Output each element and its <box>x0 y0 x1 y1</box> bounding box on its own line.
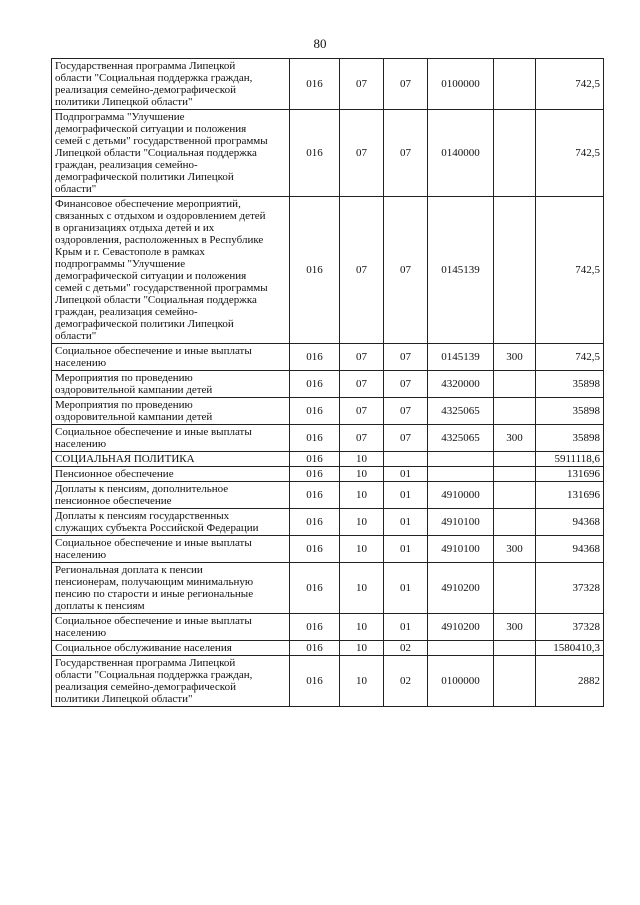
amount-cell: 742,5 <box>536 59 604 110</box>
expense-type-cell: 300 <box>494 536 536 563</box>
section-code-cell: 10 <box>340 452 384 467</box>
table-row <box>52 425 604 452</box>
table-row <box>52 656 604 707</box>
item-name-cell: Доплаты к пенсиям, дополнительное пенсионное обеспечение <box>52 482 290 509</box>
ministry-code-cell: 016 <box>290 563 340 614</box>
subsection-code-cell: 01 <box>384 563 428 614</box>
expense-type-cell <box>494 452 536 467</box>
subsection-code-cell: 07 <box>384 398 428 425</box>
section-code-cell: 07 <box>340 59 384 110</box>
expense-type-cell: 300 <box>494 344 536 371</box>
target-article-cell <box>428 467 494 482</box>
ministry-code-cell: 016 <box>290 641 340 656</box>
target-article-cell <box>428 641 494 656</box>
subsection-code-cell: 02 <box>384 641 428 656</box>
ministry-code-cell: 016 <box>290 614 340 641</box>
item-name-cell: Социальное обслуживание населения <box>52 641 290 656</box>
expense-type-cell <box>494 467 536 482</box>
table-row <box>52 197 604 344</box>
section-code-cell: 10 <box>340 641 384 656</box>
subsection-code-cell: 07 <box>384 371 428 398</box>
target-article-cell: 4320000 <box>428 371 494 398</box>
item-name-cell: Социальное обеспечение и иные выплаты населению <box>52 344 290 371</box>
ministry-code-cell: 016 <box>290 425 340 452</box>
item-name-cell: Социальное обеспечение и иные выплаты населению <box>52 536 290 563</box>
subsection-code-cell: 07 <box>384 110 428 197</box>
item-name-cell: Подпрограмма "Улучшение демографической ситуации и положения семей с детьми" государственной программы Липецкой области "Социальная поддержка граждан, реализация семейно- демографической политики Липецкой области" <box>52 110 290 197</box>
item-name-cell: Доплаты к пенсиям государственных служащих субъекта Российской Федерации <box>52 509 290 536</box>
amount-cell: 37328 <box>536 563 604 614</box>
expense-type-cell <box>494 641 536 656</box>
target-article-cell: 4910100 <box>428 536 494 563</box>
section-code-cell: 07 <box>340 110 384 197</box>
expense-type-cell <box>494 110 536 197</box>
ministry-code-cell: 016 <box>290 452 340 467</box>
subsection-code-cell: 01 <box>384 536 428 563</box>
subsection-code-cell: 07 <box>384 344 428 371</box>
item-name-cell: Пенсионное обеспечение <box>52 467 290 482</box>
table-row <box>52 509 604 536</box>
target-article-cell: 4910200 <box>428 563 494 614</box>
amount-cell: 2882 <box>536 656 604 707</box>
item-name-cell: Мероприятия по проведению оздоровительной кампании детей <box>52 371 290 398</box>
item-name-cell: Социальное обеспечение и иные выплаты населению <box>52 614 290 641</box>
table-row <box>52 536 604 563</box>
table-row <box>52 452 604 467</box>
table-row <box>52 344 604 371</box>
section-code-cell: 07 <box>340 398 384 425</box>
target-article-cell: 0140000 <box>428 110 494 197</box>
target-article-cell: 4910000 <box>428 482 494 509</box>
expense-type-cell <box>494 197 536 344</box>
expense-type-cell: 300 <box>494 614 536 641</box>
amount-cell: 35898 <box>536 371 604 398</box>
ministry-code-cell: 016 <box>290 371 340 398</box>
page-number: 80 <box>313 36 327 51</box>
target-article-cell <box>428 452 494 467</box>
expense-type-cell <box>494 398 536 425</box>
ministry-code-cell: 016 <box>290 656 340 707</box>
section-code-cell: 10 <box>340 563 384 614</box>
item-name-cell: Мероприятия по проведению оздоровительной кампании детей <box>52 398 290 425</box>
amount-cell: 94368 <box>536 536 604 563</box>
section-code-cell: 10 <box>340 614 384 641</box>
table-row <box>52 398 604 425</box>
ministry-code-cell: 016 <box>290 536 340 563</box>
amount-cell: 94368 <box>536 509 604 536</box>
section-code-cell: 07 <box>340 371 384 398</box>
amount-cell: 35898 <box>536 398 604 425</box>
table-row <box>52 614 604 641</box>
ministry-code-cell: 016 <box>290 509 340 536</box>
target-article-cell: 0145139 <box>428 344 494 371</box>
item-name-cell: Региональная доплата к пенсии пенсионерам, получающим минимальную пенсию по старости и иные региональные доплаты к пенсиям <box>52 563 290 614</box>
ministry-code-cell: 016 <box>290 398 340 425</box>
table-row <box>52 371 604 398</box>
amount-cell: 35898 <box>536 425 604 452</box>
subsection-code-cell <box>384 452 428 467</box>
table-row <box>52 482 604 509</box>
ministry-code-cell: 016 <box>290 110 340 197</box>
subsection-code-cell: 01 <box>384 482 428 509</box>
section-code-cell: 10 <box>340 467 384 482</box>
expense-type-cell <box>494 509 536 536</box>
expense-type-cell <box>494 371 536 398</box>
ministry-code-cell: 016 <box>290 344 340 371</box>
subsection-code-cell: 07 <box>384 197 428 344</box>
item-name-cell: Финансовое обеспечение мероприятий, связанных с отдыхом и оздоровлением детей в организациях отдыха детей и их оздоровления, расположенных в Республике Крым и г. Севастополе в рамках подпрограммы "Улучшение демографической ситуации и положения семей с детьми" государственной программы Липецкой области "Социальная поддержка граждан, реализация семейно- демографической политики Липецкой области" <box>52 197 290 344</box>
target-article-cell: 0145139 <box>428 197 494 344</box>
amount-cell: 131696 <box>536 467 604 482</box>
target-article-cell: 4325065 <box>428 398 494 425</box>
item-name-cell: Социальное обеспечение и иные выплаты населению <box>52 425 290 452</box>
section-code-cell: 10 <box>340 656 384 707</box>
section-code-cell: 10 <box>340 536 384 563</box>
subsection-code-cell: 02 <box>384 656 428 707</box>
budget-table-body <box>52 59 604 707</box>
ministry-code-cell: 016 <box>290 482 340 509</box>
ministry-code-cell: 016 <box>290 197 340 344</box>
item-name-cell: СОЦИАЛЬНАЯ ПОЛИТИКА <box>52 452 290 467</box>
amount-cell: 131696 <box>536 482 604 509</box>
subsection-code-cell: 07 <box>384 59 428 110</box>
section-code-cell: 07 <box>340 197 384 344</box>
table-row <box>52 110 604 197</box>
target-article-cell: 0100000 <box>428 59 494 110</box>
section-code-cell: 10 <box>340 509 384 536</box>
ministry-code-cell: 016 <box>290 59 340 110</box>
target-article-cell: 0100000 <box>428 656 494 707</box>
subsection-code-cell: 01 <box>384 509 428 536</box>
target-article-cell: 4325065 <box>428 425 494 452</box>
expense-type-cell: 300 <box>494 425 536 452</box>
subsection-code-cell: 07 <box>384 425 428 452</box>
amount-cell: 742,5 <box>536 110 604 197</box>
amount-cell: 37328 <box>536 614 604 641</box>
item-name-cell: Государственная программа Липецкой области "Социальная поддержка граждан, реализация семейно-демографической политики Липецкой области" <box>52 656 290 707</box>
target-article-cell: 4910200 <box>428 614 494 641</box>
item-name-cell: Государственная программа Липецкой области "Социальная поддержка граждан, реализация семейно-демографической политики Липецкой области" <box>52 59 290 110</box>
expense-type-cell <box>494 482 536 509</box>
expense-type-cell <box>494 59 536 110</box>
section-code-cell: 07 <box>340 344 384 371</box>
amount-cell: 5911118,6 <box>536 452 604 467</box>
section-code-cell: 07 <box>340 425 384 452</box>
amount-cell: 1580410,3 <box>536 641 604 656</box>
table-row <box>52 563 604 614</box>
table-row <box>52 641 604 656</box>
subsection-code-cell: 01 <box>384 467 428 482</box>
amount-cell: 742,5 <box>536 344 604 371</box>
budget-table <box>51 58 604 707</box>
subsection-code-cell: 01 <box>384 614 428 641</box>
expense-type-cell <box>494 656 536 707</box>
table-row <box>52 467 604 482</box>
table-row <box>52 59 604 110</box>
expense-type-cell <box>494 563 536 614</box>
amount-cell: 742,5 <box>536 197 604 344</box>
section-code-cell: 10 <box>340 482 384 509</box>
ministry-code-cell: 016 <box>290 467 340 482</box>
target-article-cell: 4910100 <box>428 509 494 536</box>
